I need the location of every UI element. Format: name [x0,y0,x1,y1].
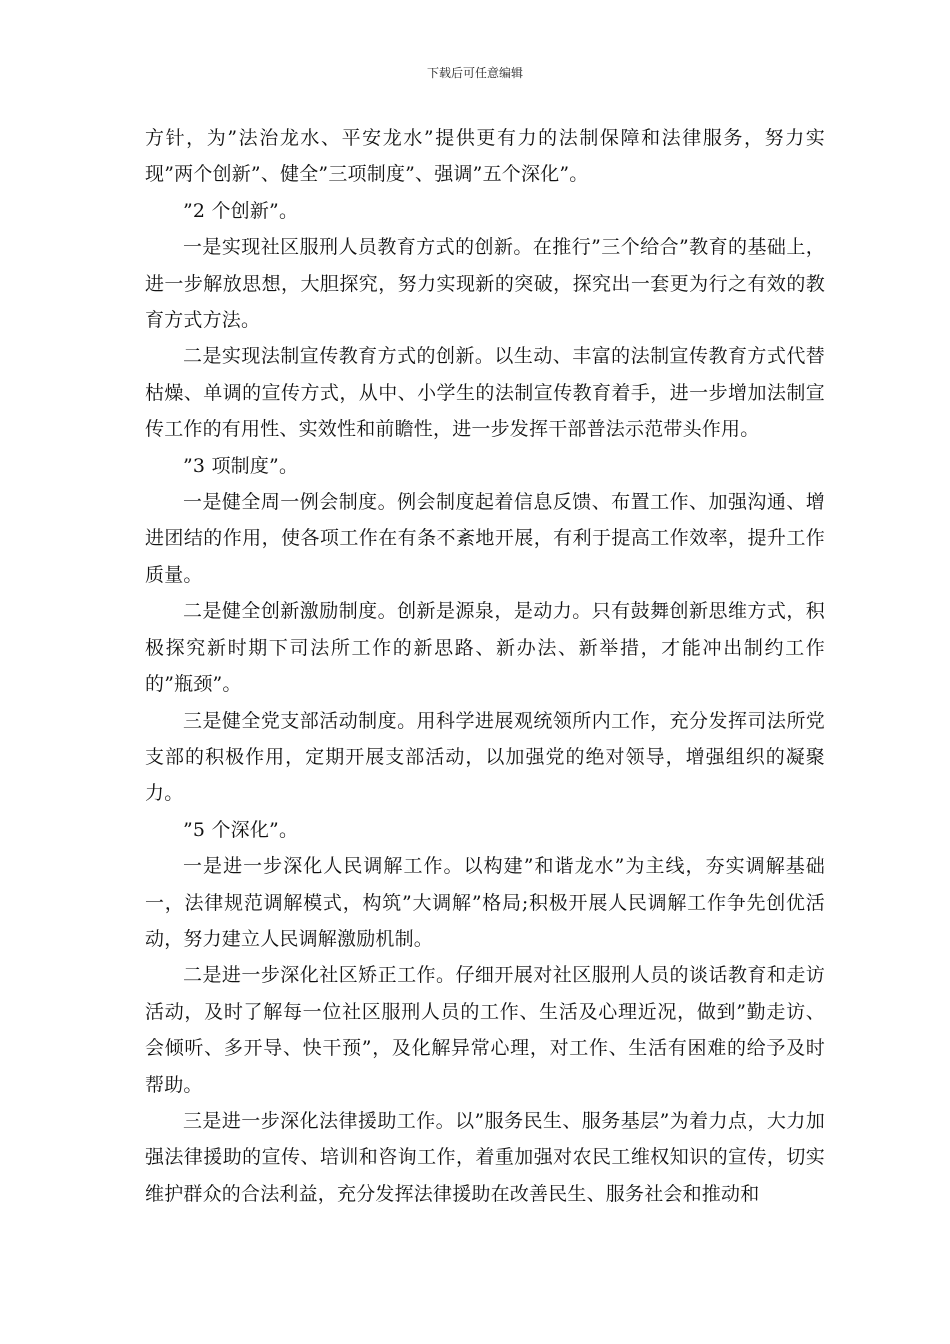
document-body [145,120,825,1212]
section-heading-five-deepenings: ”5 个深化”。 [183,818,299,841]
page-header: 下载后可任意编辑 [426,66,523,80]
paragraph: 一是健全周一例会制度。例会制度起着信息反馈、布置工作、加强沟通、增进团结的作用，使各项工作在有条不紊地开展，有利于提高工作效率，提升工作质量。 [145,491,825,586]
paragraph: 二是健全创新激励制度。创新是源泉，是动力。只有鼓舞创新思维方式，积极探究新时期下司法所工作的新思路、新办法、新举措，才能冲出制约工作的”瓶颈”。 [145,600,825,696]
paragraph-continuation: 方针，为”法治龙水、平安龙水”提供更有力的法制保障和法律服务，努力实现”两个创新”、健全”三项制度”、强调”五个深化”。 [145,127,825,186]
paragraph: 一是进一步深化人民调解工作。以构建”和谐龙水”为主线，夯实调解基础一，法律规范调解模式，构筑”大调解”格局;积极开展人民调解工作争先创优活动，努力建立人民调解激励机制。 [145,855,825,950]
paragraph: 三是进一步深化法律援助工作。以”服务民生、服务基层”为着力点，大力加强法律援助的宣传、培训和咨询工作，着重加强对农民工维权知识的宣传，切实维护群众的合法利益，充分发挥法律援助在改善民生、服务社会和推动和 [145,1109,825,1205]
section-heading-three-systems: ”3 项制度”。 [183,454,299,477]
paragraph: 一是实现社区服刑人员教育方式的创新。在推行”三个给合”教育的基础上，进一步解放思想，大胆探究，努力实现新的突破，探究出一套更为行之有效的教育方式方法。 [145,236,825,332]
section-heading-two-innovations: ”2 个创新”。 [183,199,299,222]
paragraph: 二是进一步深化社区矫正工作。仔细开展对社区服刑人员的谈话教育和走访活动，及时了解每一位社区服刑人员的工作、生活及心理近况，做到”勤走访、会倾听、多开导、快干预”，及化解异常心理，对工作、生活有困难的给予及时帮助。 [145,964,825,1096]
paragraph: 三是健全党支部活动制度。用科学进展观统领所内工作，充分发挥司法所党支部的积极作用，定期开展支部活动，以加强党的绝对领导，增强组织的凝聚力。 [145,709,825,805]
paragraph: 二是实现法制宣传教育方式的创新。以生动、丰富的法制宣传教育方式代替枯燥、单调的宣传方式，从中、小学生的法制宣传教育着手，进一步增加法制宣传工作的有用性、实效性和前瞻性，进一步发挥干部普法示范带头作用。 [145,345,825,441]
